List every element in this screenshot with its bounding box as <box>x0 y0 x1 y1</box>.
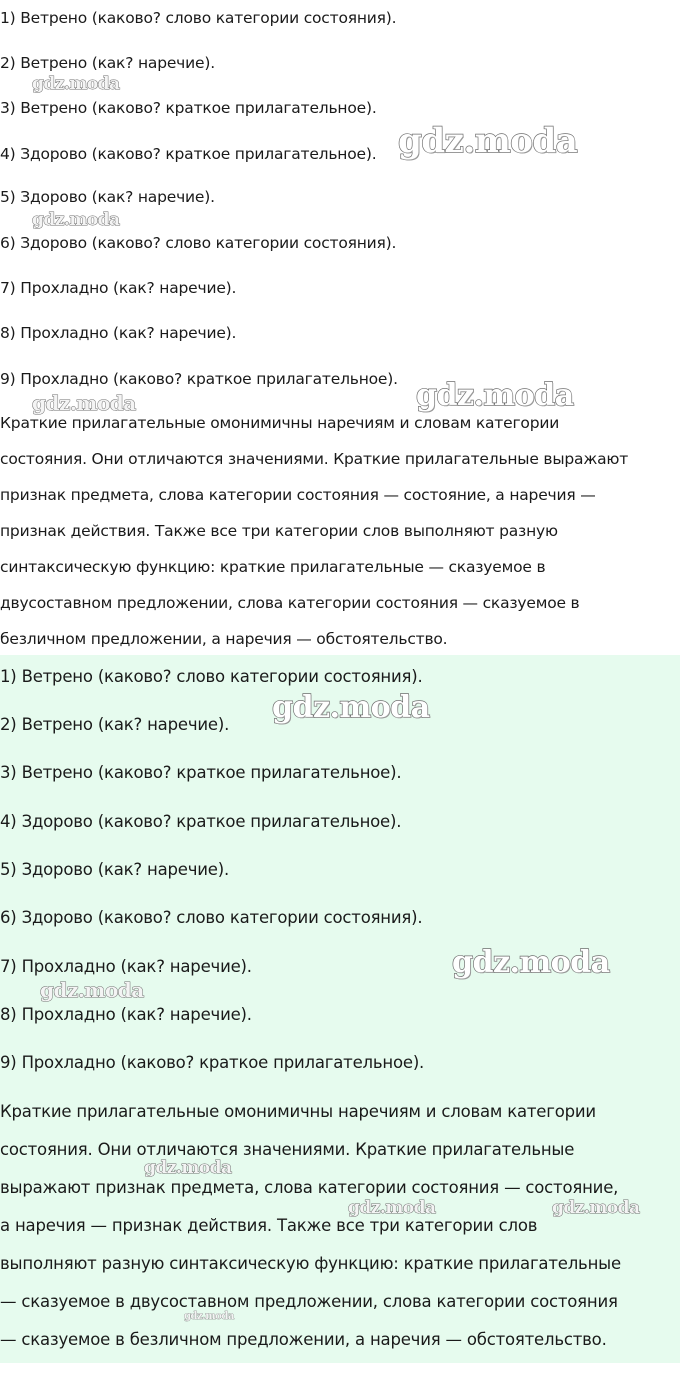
answer-item-1: 1) Ветрено (каково? слово категории состояния). <box>0 667 423 686</box>
explanation-line-3: выражают признак предмета, слова категории состояния — состояние, <box>0 1178 619 1197</box>
explanation-line-5: выполняют разную синтаксическую функцию: краткие прилагательные <box>0 1254 621 1273</box>
explanation-line-6: — сказуемое в двусоставном предложении, слова категории состояния <box>0 1292 618 1311</box>
watermark: gdz.moda <box>272 690 430 725</box>
answer-item-3: 3) Ветрено (каково? краткое прилагательное). <box>0 99 377 117</box>
answer-item-6: 6) Здорово (каково? слово категории состояния). <box>0 908 423 927</box>
watermark: gdz.moda <box>32 74 120 94</box>
explanation-line-3: признак предмета, слова категории состояния — состояние, а наречия — <box>0 486 596 504</box>
answer-block-plain <box>0 0 680 655</box>
answer-item-9: 9) Прохладно (каково? краткое прилагательное). <box>0 370 398 388</box>
watermark: gdz.moda <box>398 121 578 161</box>
answer-item-8: 8) Прохладно (как? наречие). <box>0 1005 252 1024</box>
watermark: gdz.moda <box>40 978 144 1002</box>
watermark: gdz.moda <box>348 1198 436 1218</box>
answer-item-9: 9) Прохладно (каково? краткое прилагательное). <box>0 1053 425 1072</box>
watermark: gdz.moda <box>416 378 574 413</box>
answer-item-6: 6) Здорово (каково? слово категории состояния). <box>0 234 397 252</box>
explanation-line-1: Краткие прилагательные омонимичны наречиям и словам категории <box>0 1102 596 1121</box>
answer-item-2: 2) Ветрено (как? наречие). <box>0 54 215 72</box>
explanation-line-4: признак действия. Также все три категории слов выполняют разную <box>0 522 558 540</box>
answer-item-5: 5) Здорово (как? наречие). <box>0 188 215 206</box>
answer-item-3: 3) Ветрено (каково? краткое прилагательное). <box>0 763 402 782</box>
watermark: gdz.moda <box>452 945 610 980</box>
explanation-line-2: состояния. Они отличаются значениями. Краткие прилагательные <box>0 1140 575 1159</box>
answer-item-5: 5) Здорово (как? наречие). <box>0 860 230 879</box>
answer-block-highlighted <box>0 655 680 1363</box>
explanation-line-4: а наречия — признак действия. Также все три категории слов <box>0 1216 538 1235</box>
explanation-line-2: состояния. Они отличаются значениями. Краткие прилагательные выражают <box>0 450 629 468</box>
watermark: gdz.moda <box>32 391 136 415</box>
explanation-line-7: безличном предложении, а наречия — обстоятельство. <box>0 630 448 648</box>
explanation-line-7: — сказуемое в безличном предложении, а наречия — обстоятельство. <box>0 1330 607 1349</box>
answer-item-8: 8) Прохладно (как? наречие). <box>0 324 237 342</box>
answer-item-1: 1) Ветрено (каково? слово категории состояния). <box>0 9 397 27</box>
explanation-line-6: двусоставном предложении, слова категории состояния — сказуемое в <box>0 594 580 612</box>
watermark: gdz.moda <box>184 1311 234 1322</box>
answer-item-4: 4) Здорово (каково? краткое прилагательное). <box>0 145 377 163</box>
answer-item-4: 4) Здорово (каково? краткое прилагательное). <box>0 812 402 831</box>
answer-item-7: 7) Прохладно (как? наречие). <box>0 957 252 976</box>
watermark: gdz.moda <box>32 210 120 230</box>
watermark: gdz.moda <box>552 1198 640 1218</box>
explanation-line-1: Краткие прилагательные омонимичны наречиям и словам категории <box>0 414 560 432</box>
answer-item-7: 7) Прохладно (как? наречие). <box>0 279 237 297</box>
watermark: gdz.moda <box>144 1158 232 1178</box>
explanation-line-5: синтаксическую функцию: краткие прилагательные — сказуемое в <box>0 558 546 576</box>
answer-item-2: 2) Ветрено (как? наречие). <box>0 715 230 734</box>
